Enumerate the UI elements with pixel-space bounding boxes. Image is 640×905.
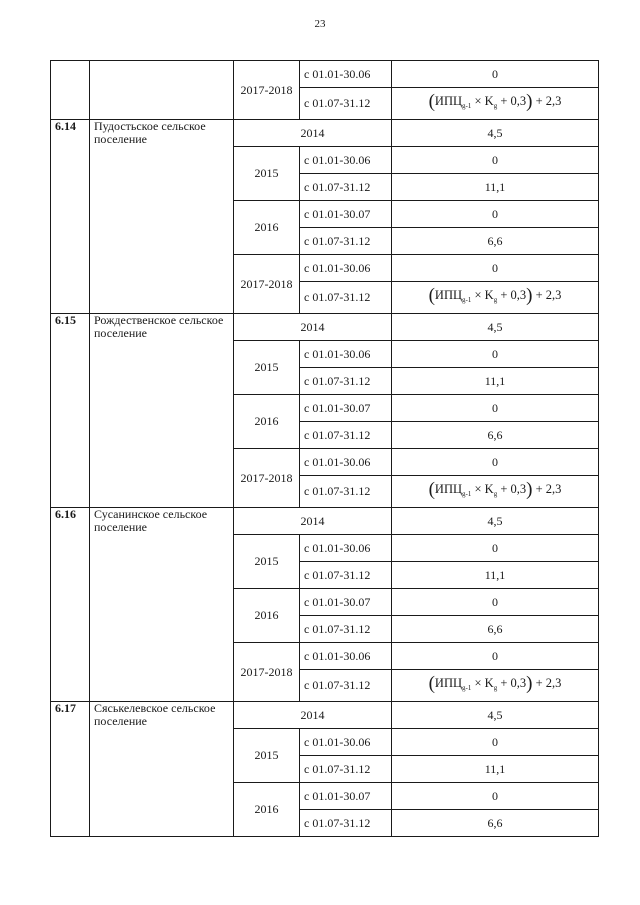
formula-times: × (474, 675, 482, 690)
period-cell: с 01.01-30.06 (300, 61, 392, 88)
close-paren: ) (526, 284, 533, 306)
value-cell: 0 (392, 61, 599, 88)
period-cell: с 01.07-31.12 (300, 562, 392, 589)
settlement-name-cell: Рождественское сельское поселение (90, 314, 234, 508)
value-cell: 4,5 (392, 314, 599, 341)
formula-k-subscript: g (493, 295, 498, 304)
formula-k-subscript: g (493, 683, 498, 692)
formula-index: ИПЦ (434, 481, 463, 496)
value-cell: 6,6 (392, 228, 599, 255)
period-cell: с 01.01-30.07 (300, 783, 392, 810)
table-row (51, 314, 599, 341)
formula-cell (392, 476, 599, 508)
formula-times: × (474, 93, 482, 108)
formula-k: K (484, 481, 494, 496)
open-paren: ( (428, 90, 435, 112)
value-cell: 0 (392, 255, 599, 282)
year-cell: 2015 (234, 341, 300, 395)
year-cell: 2015 (234, 535, 300, 589)
value-cell: 0 (392, 589, 599, 616)
formula-plus-outer: + 2,3 (535, 675, 562, 690)
period-cell: с 01.01-30.07 (300, 395, 392, 422)
formula-cell (392, 670, 599, 702)
formula (428, 478, 562, 500)
settlement-name-cell: Пудостьское сельское поселение (90, 120, 234, 314)
close-paren: ) (526, 478, 533, 500)
value-cell: 0 (392, 783, 599, 810)
period-cell: с 01.07-31.12 (300, 422, 392, 449)
open-paren: ( (428, 478, 435, 500)
formula-plus-outer: + 2,3 (535, 481, 562, 496)
value-cell: 6,6 (392, 422, 599, 449)
period-cell: с 01.01-30.07 (300, 589, 392, 616)
value-cell: 11,1 (392, 174, 599, 201)
formula (428, 90, 562, 112)
period-cell: с 01.01-30.06 (300, 729, 392, 756)
table-row (51, 508, 599, 535)
period-cell: с 01.07-31.12 (300, 670, 392, 702)
formula-k: K (484, 287, 494, 302)
formula-index-subscript: g-1 (462, 683, 472, 692)
formula-cell (392, 282, 599, 314)
formula-index-subscript: g-1 (462, 101, 472, 110)
period-cell: с 01.01-30.06 (300, 535, 392, 562)
formula-plus-inner: + 0,3 (500, 93, 527, 108)
table-row (51, 120, 599, 147)
formula-plus-inner: + 0,3 (500, 675, 527, 690)
item-number-cell: 6.14 (51, 120, 90, 314)
close-paren: ) (526, 90, 533, 112)
formula (428, 284, 562, 306)
value-cell: 0 (392, 201, 599, 228)
year-cell: 2017-2018 (234, 449, 300, 508)
period-cell: с 01.07-31.12 (300, 368, 392, 395)
value-cell: 0 (392, 535, 599, 562)
period-cell: с 01.07-31.12 (300, 616, 392, 643)
period-cell: с 01.07-31.12 (300, 228, 392, 255)
value-cell: 6,6 (392, 616, 599, 643)
value-cell: 11,1 (392, 562, 599, 589)
formula-times: × (474, 481, 482, 496)
formula-k: K (484, 675, 494, 690)
formula-index-subscript: g-1 (462, 489, 472, 498)
year-2014-cell: 2014 (234, 702, 392, 729)
value-cell: 0 (392, 643, 599, 670)
year-cell: 2016 (234, 395, 300, 449)
formula-plus-outer: + 2,3 (535, 93, 562, 108)
period-cell: с 01.07-31.12 (300, 282, 392, 314)
value-cell: 0 (392, 729, 599, 756)
formula-plus-inner: + 0,3 (500, 287, 527, 302)
formula-index: ИПЦ (434, 675, 463, 690)
period-cell: с 01.01-30.06 (300, 341, 392, 368)
period-cell: с 01.07-31.12 (300, 756, 392, 783)
item-number-cell: 6.17 (51, 702, 90, 837)
value-cell: 0 (392, 395, 599, 422)
value-cell: 0 (392, 449, 599, 476)
period-cell: с 01.01-30.06 (300, 147, 392, 174)
item-number-cell: 6.15 (51, 314, 90, 508)
open-paren: ( (428, 672, 435, 694)
period-cell: с 01.01-30.07 (300, 201, 392, 228)
period-cell: с 01.01-30.06 (300, 255, 392, 282)
formula-times: × (474, 287, 482, 302)
period-cell: с 01.01-30.06 (300, 643, 392, 670)
settlement-name-cell: Сусанинское сельское поселение (90, 508, 234, 702)
year-2014-cell: 2014 (234, 314, 392, 341)
formula-index: ИПЦ (434, 93, 463, 108)
table-row (51, 702, 599, 729)
formula-k-subscript: g (493, 489, 498, 498)
value-cell: 6,6 (392, 810, 599, 837)
formula-k: K (484, 93, 494, 108)
value-cell: 11,1 (392, 756, 599, 783)
table-row (51, 61, 599, 88)
period-cell: с 01.01-30.06 (300, 449, 392, 476)
formula-plus-outer: + 2,3 (535, 287, 562, 302)
year-cell: 2016 (234, 783, 300, 837)
year-2014-cell: 2014 (234, 508, 392, 535)
value-cell: 11,1 (392, 368, 599, 395)
value-cell: 0 (392, 147, 599, 174)
page-number: 23 (314, 18, 326, 30)
year-cell: 2016 (234, 201, 300, 255)
settlement-name-cell: Сяськелевское сельское поселение (90, 702, 234, 837)
tariff-table (50, 60, 599, 837)
formula (428, 672, 562, 694)
formula-cell (392, 88, 599, 120)
formula-k-subscript: g (493, 101, 498, 110)
year-cell: 2017-2018 (234, 643, 300, 702)
item-number-cell (51, 61, 90, 120)
period-cell: с 01.07-31.12 (300, 810, 392, 837)
year-cell: 2015 (234, 729, 300, 783)
close-paren: ) (526, 672, 533, 694)
open-paren: ( (428, 284, 435, 306)
formula-index-subscript: g-1 (462, 295, 472, 304)
period-cell: с 01.07-31.12 (300, 476, 392, 508)
year-cell: 2015 (234, 147, 300, 201)
period-cell: с 01.07-31.12 (300, 88, 392, 120)
formula-plus-inner: + 0,3 (500, 481, 527, 496)
value-cell: 0 (392, 341, 599, 368)
item-number-cell: 6.16 (51, 508, 90, 702)
year-cell: 2016 (234, 589, 300, 643)
year-cell: 2017-2018 (234, 255, 300, 314)
year-cell: 2017-2018 (234, 61, 300, 120)
period-cell: с 01.07-31.12 (300, 174, 392, 201)
year-2014-cell: 2014 (234, 120, 392, 147)
formula-index: ИПЦ (434, 287, 463, 302)
value-cell: 4,5 (392, 120, 599, 147)
value-cell: 4,5 (392, 508, 599, 535)
settlement-name-cell (90, 61, 234, 120)
value-cell: 4,5 (392, 702, 599, 729)
